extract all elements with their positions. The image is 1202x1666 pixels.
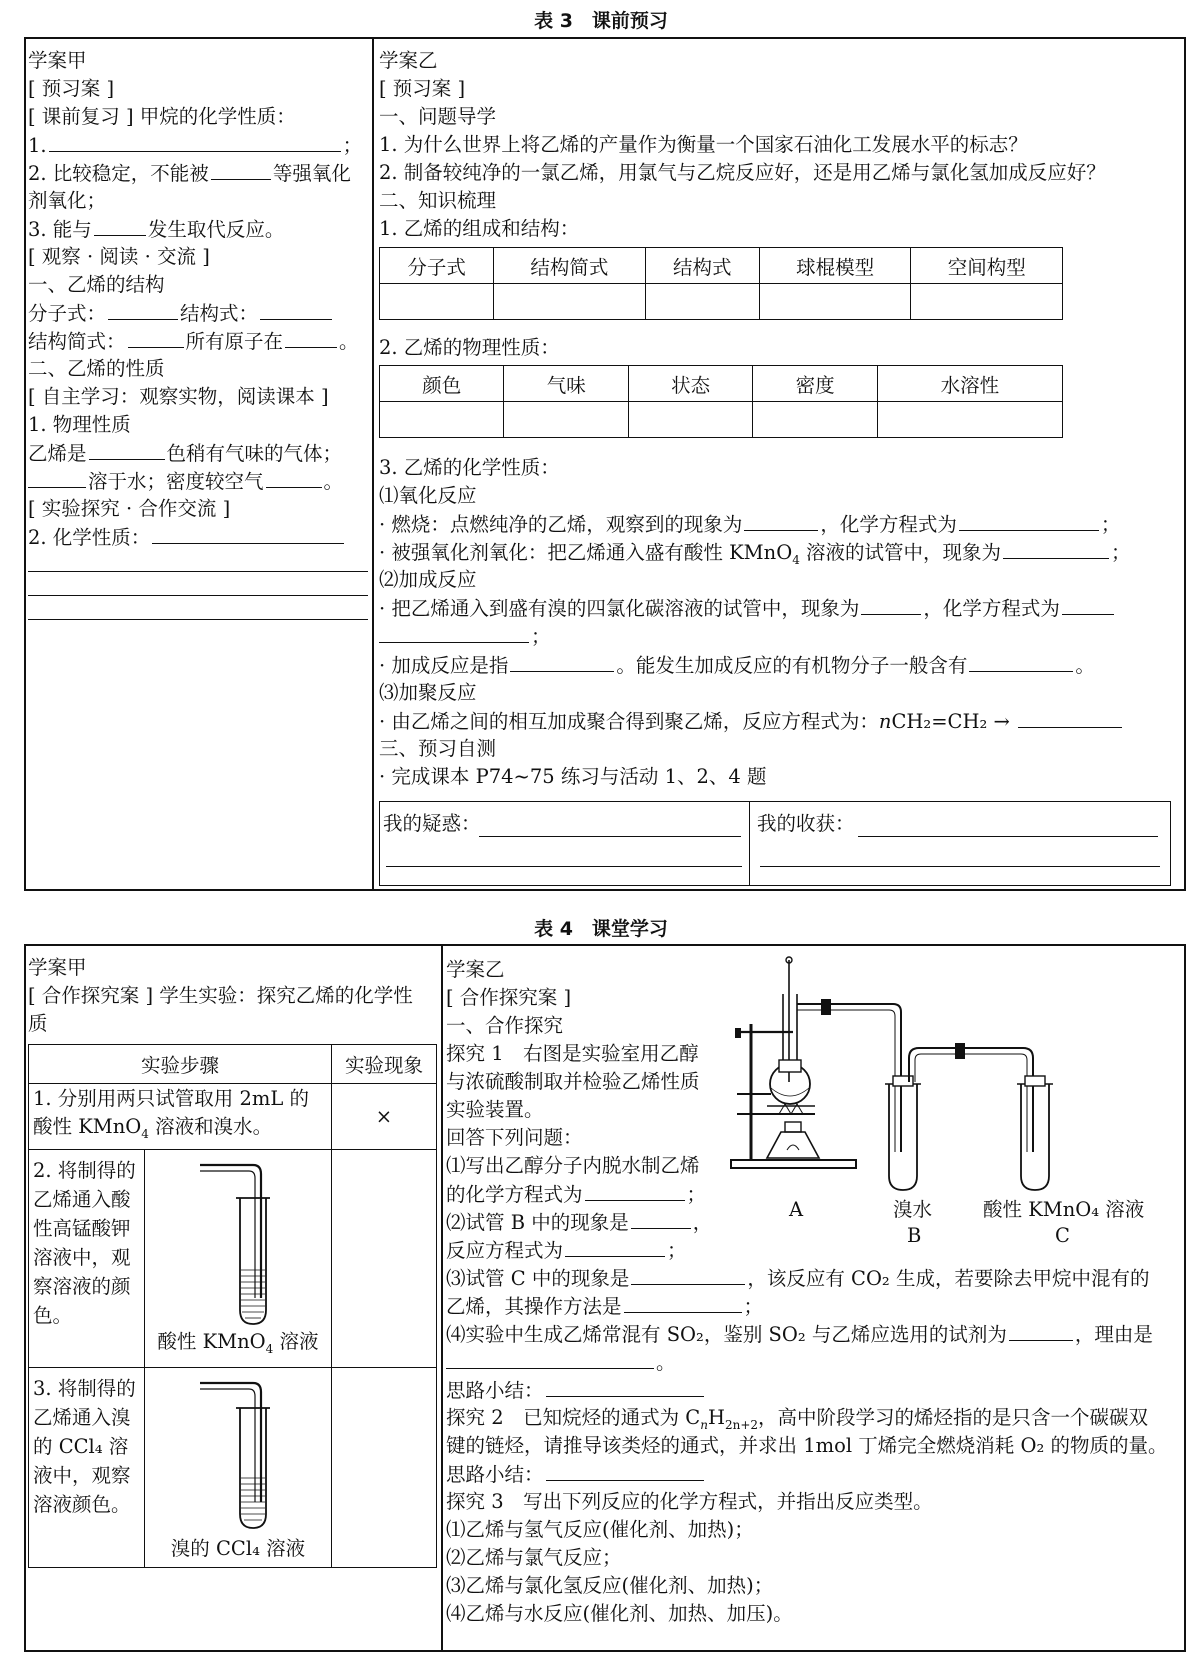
blank-cell	[753, 402, 877, 438]
section-label: [ 观察 · 阅读 · 交流 ]	[28, 245, 210, 268]
answer-line	[28, 595, 368, 596]
coop-line-cont: 质	[28, 1012, 48, 1035]
section-label: [ 实验探究 · 合作交流 ]	[28, 497, 231, 520]
step-2-figure	[144, 1150, 331, 1368]
table-header: 空间构型	[911, 248, 1063, 284]
blank-cell	[911, 284, 1063, 320]
question-2: 2. 制备较纯净的一氯乙烯，用氯气与乙烷反应好，还是用乙烯与氯化氢加成反应好？	[379, 161, 1106, 184]
question-1: 1. 为什么世界上将乙烯的产量作为衡量一个国家石油化工发展水平的标志？	[379, 133, 1028, 156]
label-b: B	[907, 1224, 922, 1247]
explore-2: 探究 2 已知烷烃的通式为 $C_nH_{2n+2}$，高中阶段学习的烯烃指的是只含一个碳碳双	[446, 1406, 1149, 1432]
blank-cell	[380, 284, 494, 320]
answer-line	[858, 836, 1158, 837]
step-2: 2. 将制得的 乙烯通入酸 性高锰酸钾 溶液中，观 察溶液的颜 色。	[29, 1150, 145, 1368]
review-label: [ 课前复习 ] 甲烷的化学性质：	[28, 105, 296, 128]
explore-1-cont: 与浓硫酸制取并检验乙烯性质	[446, 1070, 700, 1093]
subheading: 1. 乙烯的组成和结构：	[379, 217, 580, 240]
blank-cell	[380, 402, 504, 438]
simple-formula-line: 结构简式： 所有原子在 。	[28, 327, 359, 356]
divider	[749, 802, 750, 885]
table-header: 球棍模型	[759, 248, 911, 284]
physical-line-1: 乙烯是 色稍有气味的气体；	[28, 439, 342, 468]
formula-line: 分子式： 结构式：	[28, 299, 334, 328]
table4-title: 表 4 课堂学习	[534, 918, 668, 940]
blank-cell	[759, 284, 911, 320]
answer-prompt: 回答下列问题：	[446, 1126, 583, 1149]
reaction-3: ⑶乙烯与氯化氢反应(催化剂、加热)；	[446, 1574, 774, 1597]
answer-line	[28, 571, 368, 572]
step-1-mark: ×	[331, 1084, 436, 1150]
ethylene-apparatus-icon	[723, 954, 1163, 1202]
coop-line: [ 合作探究案 ] 学生实验：探究乙烯的化学性	[28, 984, 413, 1007]
table3-left-column	[26, 39, 372, 889]
table3-frame	[24, 37, 1186, 891]
table-header: 分子式	[380, 248, 494, 284]
section-heading: 一、合作探究	[446, 1014, 564, 1037]
question-1: ⑴写出乙醇分子内脱水制乙烯	[446, 1154, 700, 1177]
figure-caption: 溴的 CCl₄ 溶液	[170, 1537, 306, 1560]
answer-line	[28, 619, 368, 620]
explore-3: 探究 3 写出下列反应的化学方程式，并指出反应类型。	[446, 1490, 933, 1513]
q2: 2. 比较稳定，不能被 等强氧化	[28, 159, 351, 188]
figure-caption: 酸性 KMnO$_4$ 溶液	[157, 1330, 319, 1356]
table-header: 密度	[753, 366, 877, 402]
task-line: · 完成课本 P74~75 练习与活动 1、2、4 题	[379, 765, 767, 788]
blank-cell	[331, 1368, 436, 1568]
subheading: ⑵加成反应	[379, 568, 477, 591]
subheading: ⑶加聚反应	[379, 681, 477, 704]
question-4-cont: 。	[446, 1348, 676, 1377]
section-label: [ 预习案 ]	[28, 77, 115, 100]
summary-2: 思路小结：	[446, 1460, 706, 1489]
label-c: C	[1055, 1224, 1070, 1247]
reaction-1: ⑴乙烯与氢气反应(催化剂、加热)；	[446, 1518, 754, 1541]
answer-line	[386, 866, 742, 867]
question-3: ⑶试管 C 中的现象是 ，该反应有 CO₂ 生成，若要除去甲烷中混有的	[446, 1264, 1149, 1293]
chem-line: 2. 化学性质：	[28, 523, 346, 552]
table-header: 实验现象	[331, 1045, 436, 1084]
heading: 学案甲	[28, 956, 87, 979]
table3-right-column	[374, 39, 1186, 889]
explore-1-cont: 实验装置。	[446, 1098, 544, 1121]
question-2: ⑵试管 B 中的现象是 ，	[446, 1208, 712, 1237]
table-header: 结构式	[645, 248, 759, 284]
kmno4-line: · 被强氧化剂氧化：把乙烯通入盛有酸性 KMnO$_4$ 溶液的试管中，现象为 ；	[379, 538, 1131, 574]
structure-table	[379, 247, 1063, 320]
blank-cell	[645, 284, 759, 320]
question-1-cont: 的化学方程式为 ；	[446, 1180, 706, 1209]
label-b-reagent: 溴水	[893, 1198, 933, 1221]
definition-line: · 加成反应是指 。能发生加成反应的有机物分子一般含有 。	[379, 651, 1095, 680]
table3-title: 表 3 课前预习	[534, 10, 668, 32]
table-header: 结构简式	[494, 248, 646, 284]
section-heading: 一、乙烯的结构	[28, 273, 165, 296]
polymer-line: · 由乙烯之间的相互加成聚合得到聚乙烯，反应方程式为：nCH₂=CH₂ →	[379, 707, 1124, 736]
blank-cell	[504, 402, 628, 438]
table-header: 颜色	[380, 366, 504, 402]
heading: 学案乙	[446, 958, 505, 981]
gain-label: 我的收获：	[757, 812, 855, 835]
summary-1: 思路小结：	[446, 1376, 706, 1405]
section-label: [ 合作探究案 ]	[446, 986, 572, 1009]
heading: 学案甲	[28, 49, 87, 72]
answer-line	[479, 836, 741, 837]
test-tube-kmno4-icon	[145, 1160, 331, 1335]
doubt-label: 我的疑惑：	[383, 812, 481, 835]
question-4: ⑷实验中生成乙烯常混有 SO₂，鉴别 SO₂ 与乙烯应选用的试剂为 ，理由是	[446, 1320, 1153, 1349]
bromine-line: · 把乙烯通入到盛有溴的四氯化碳溶液的试管中，现象为 ，化学方程式为	[379, 594, 1116, 623]
section-heading: 二、知识梳理	[379, 189, 497, 212]
step-3: 3. 将制得的 乙烯通入溴 的 CCl₄ 溶 液中，观察 溶液颜色。	[29, 1368, 145, 1568]
answer-line	[760, 866, 1160, 867]
section-label: [ 自主学习：观察实物，阅读课本 ]	[28, 385, 329, 408]
table4-frame	[24, 944, 1186, 1652]
burn-line: · 燃烧：点燃纯净的乙烯，观察到的现象为 ，化学方程式为 ；	[379, 510, 1120, 539]
subheading: 2. 乙烯的物理性质：	[379, 336, 560, 359]
blank-cell	[877, 402, 1062, 438]
step-3-figure	[144, 1368, 331, 1568]
subheading: 3. 乙烯的化学性质：	[379, 456, 560, 479]
experiment-table	[28, 1044, 437, 1568]
physical-line-2: 溶于水；密度较空气 。	[28, 467, 343, 496]
section-heading: 一、问题导学	[379, 105, 497, 128]
subheading: 1. 物理性质	[28, 413, 131, 436]
reaction-4: ⑷乙烯与水反应(催化剂、加热、加压)。	[446, 1602, 793, 1625]
table4-left-column	[26, 946, 441, 1650]
subheading: ⑴氧化反应	[379, 484, 477, 507]
table4-right-column	[443, 946, 1186, 1650]
step-1: 1. 分别用两只试管取用 2mL 的 酸性 KMnO$_4$ 溶液和溴水。	[29, 1084, 332, 1150]
section-heading: 二、乙烯的性质	[28, 357, 165, 380]
blank-cell	[494, 284, 646, 320]
table-header: 状态	[628, 366, 752, 402]
test-tube-bromine-icon	[145, 1378, 331, 1538]
label-c-reagent: 酸性 KMnO₄ 溶液	[983, 1198, 1145, 1221]
section-label: [ 预习案 ]	[379, 77, 466, 100]
reflection-box	[379, 801, 1171, 886]
blank-cell	[331, 1150, 436, 1368]
explore-2-cont: 键的链烃，请推导该类烃的通式，并求出 1mol 丁烯完全燃烧消耗 O₂ 的物质的量。	[446, 1434, 1168, 1457]
bromine-line-cont: ；	[379, 622, 551, 651]
table-header: 水溶性	[877, 366, 1062, 402]
table-header: 实验步骤	[29, 1045, 332, 1084]
heading: 学案乙	[379, 49, 438, 72]
q2-cont: 剂氧化；	[28, 189, 107, 212]
reaction-2: ⑵乙烯与氯气反应；	[446, 1546, 622, 1569]
question-2-cont: 反应方程式为 ；	[446, 1236, 687, 1265]
blank-cell	[628, 402, 752, 438]
section-heading: 三、预习自测	[379, 737, 497, 760]
question-3-cont: 乙烯，其操作方法是 ；	[446, 1292, 763, 1321]
label-a: A	[789, 1198, 804, 1221]
physical-table	[379, 365, 1063, 438]
q3: 3. 能与 发生取代反应。	[28, 215, 284, 244]
table-header: 气味	[504, 366, 628, 402]
explore-1: 探究 1 右图是实验室用乙醇	[446, 1042, 699, 1065]
q1: 1. ；	[28, 131, 362, 160]
